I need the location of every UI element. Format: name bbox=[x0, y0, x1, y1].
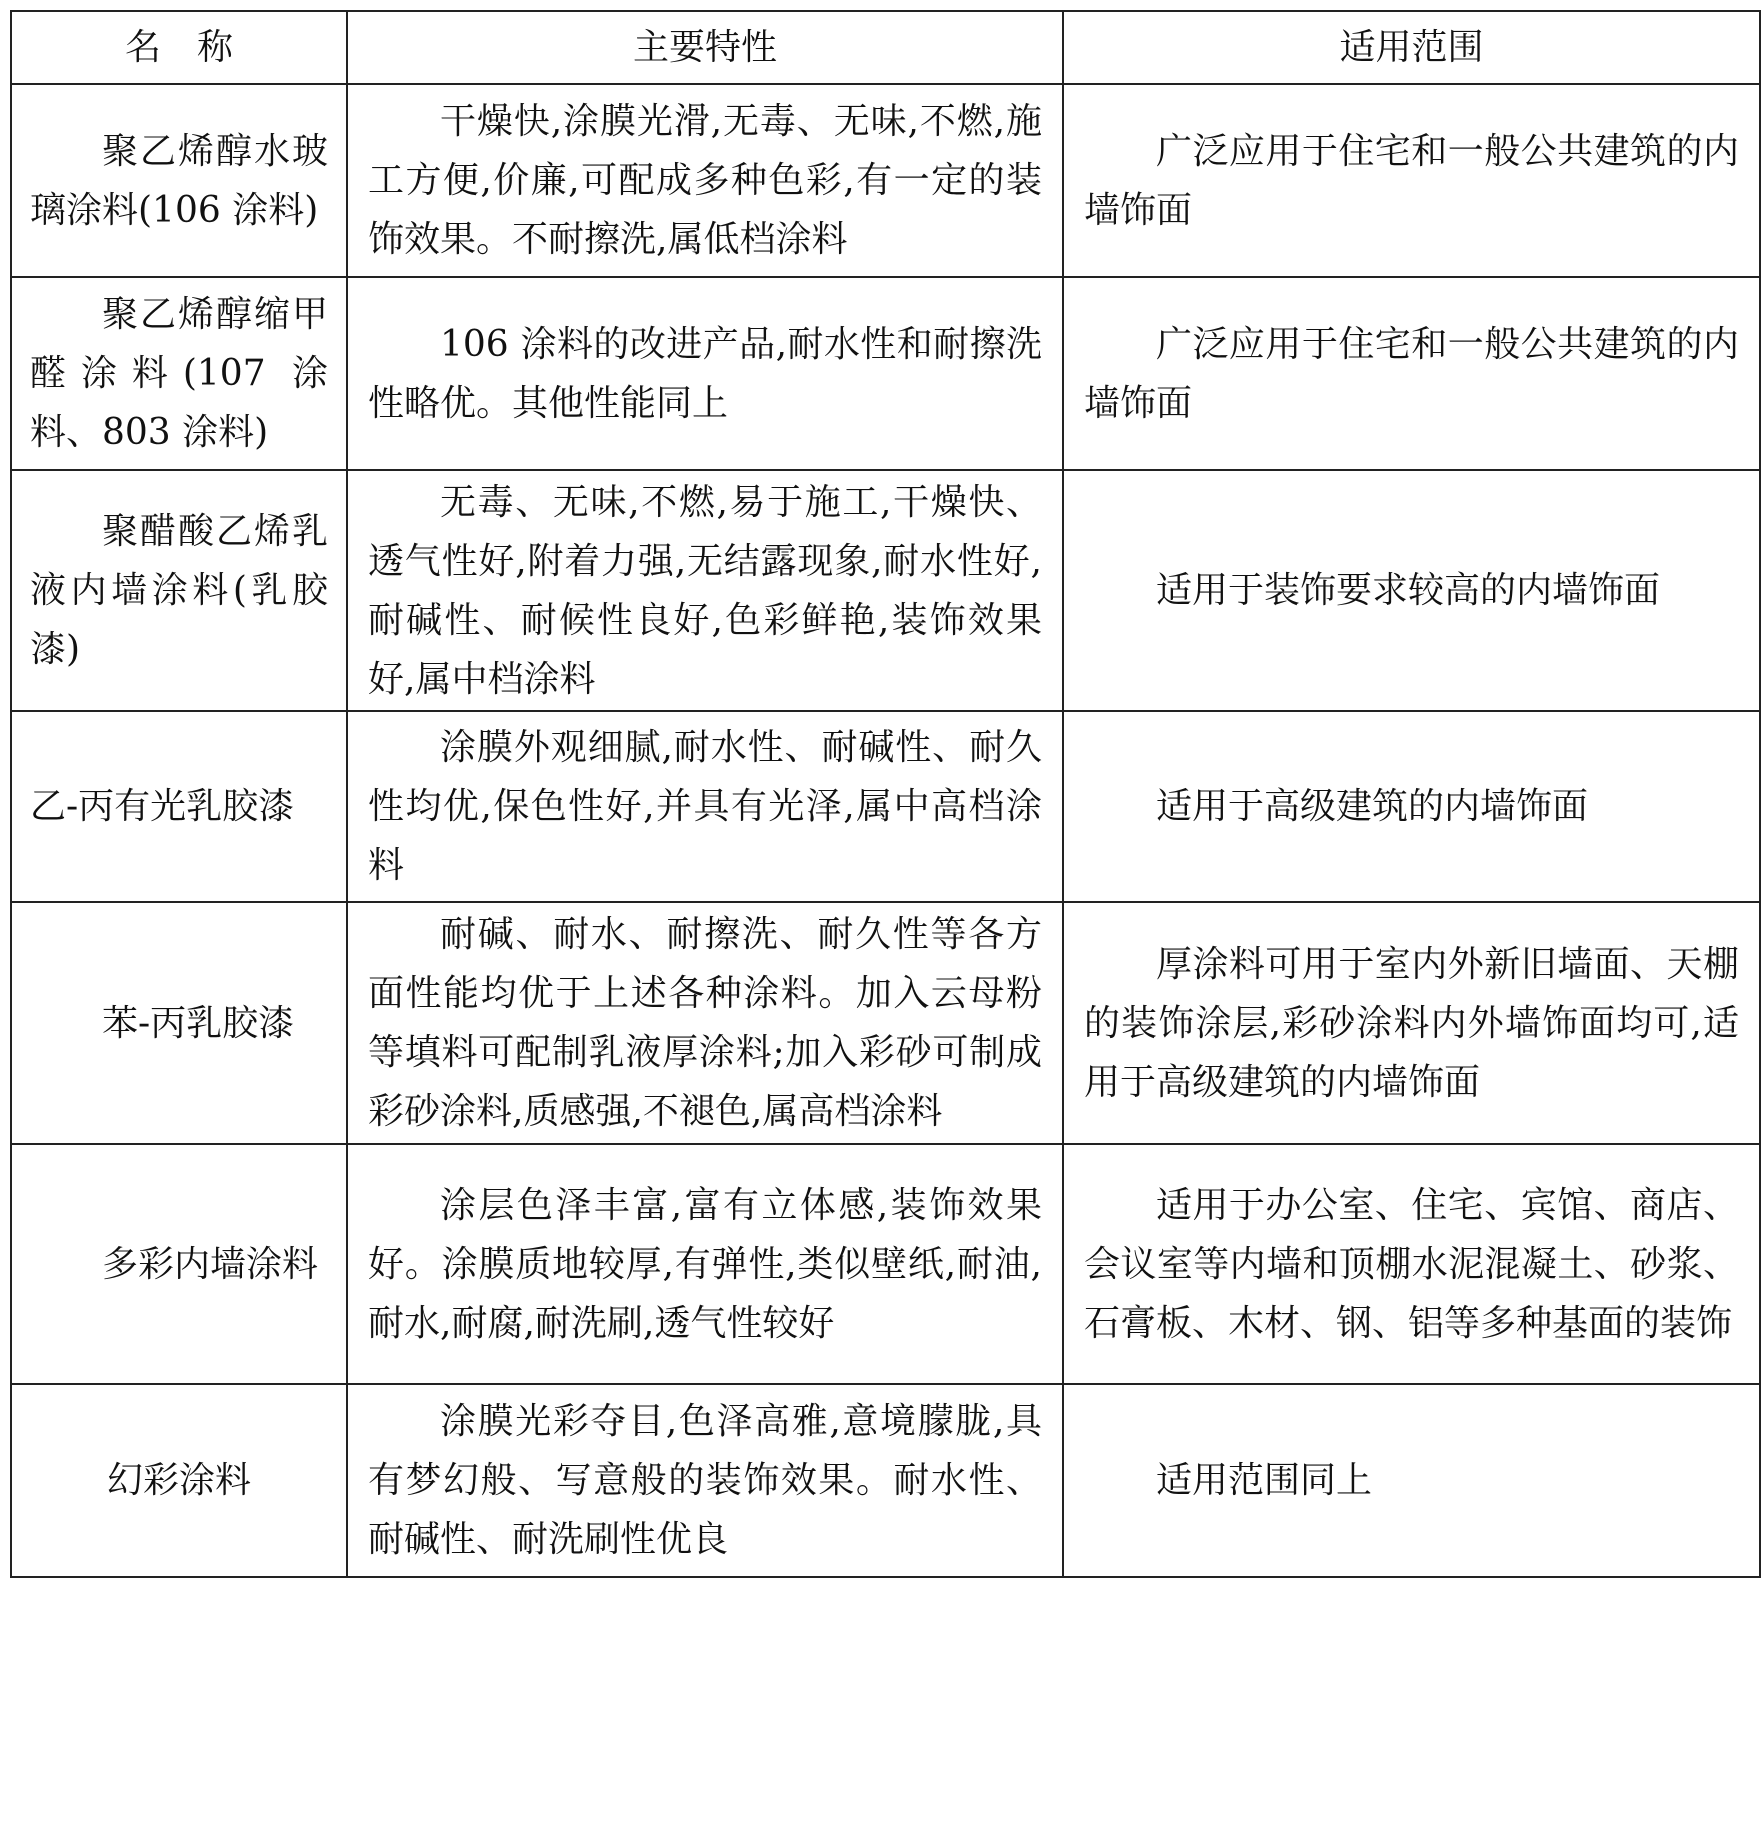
row-scope: 适用于装饰要求较高的内墙饰面 bbox=[1063, 470, 1760, 711]
table-row bbox=[11, 711, 1760, 902]
row-name: 多彩内墙涂料 bbox=[11, 1144, 347, 1384]
table-row bbox=[11, 470, 1760, 711]
row-properties: 涂膜外观细腻,耐水性、耐碱性、耐久性均优,保色性好,并具有光泽,属中高档涂料 bbox=[347, 711, 1063, 902]
row-name: 聚乙烯醇水玻璃涂料(106 涂料) bbox=[11, 84, 347, 277]
row-properties: 涂层色泽丰富,富有立体感,装饰效果好。涂膜质地较厚,有弹性,类似壁纸,耐油,耐水,耐腐,耐洗刷,透气性较好 bbox=[347, 1144, 1063, 1384]
row-name: 聚醋酸乙烯乳液内墙涂料(乳胶漆) bbox=[11, 470, 347, 711]
row-scope: 适用于办公室、住宅、宾馆、商店、会议室等内墙和顶棚水泥混凝土、砂浆、石膏板、木材、钢、铝等多种基面的装饰 bbox=[1063, 1144, 1760, 1384]
row-properties: 无毒、无味,不燃,易于施工,干燥快、透气性好,附着力强,无结露现象,耐水性好,耐碱性、耐候性良好,色彩鲜艳,装饰效果好,属中档涂料 bbox=[347, 470, 1063, 711]
row-scope: 适用范围同上 bbox=[1063, 1384, 1760, 1577]
header-name: 名 称 bbox=[11, 11, 347, 84]
row-scope: 适用于高级建筑的内墙饰面 bbox=[1063, 711, 1760, 902]
row-properties: 涂膜光彩夺目,色泽高雅,意境朦胧,具有梦幻般、写意般的装饰效果。耐水性、耐碱性、耐洗刷性优良 bbox=[347, 1384, 1063, 1577]
table-row bbox=[11, 277, 1760, 470]
row-properties: 干燥快,涂膜光滑,无毒、无味,不燃,施工方便,价廉,可配成多种色彩,有一定的装饰效果。不耐擦洗,属低档涂料 bbox=[347, 84, 1063, 277]
row-scope: 广泛应用于住宅和一般公共建筑的内墙饰面 bbox=[1063, 84, 1760, 277]
row-name: 苯-丙乳胶漆 bbox=[11, 902, 347, 1144]
header-properties: 主要特性 bbox=[347, 11, 1063, 84]
table-row bbox=[11, 84, 1760, 277]
table-row bbox=[11, 902, 1760, 1144]
header-scope: 适用范围 bbox=[1063, 11, 1760, 84]
row-scope: 厚涂料可用于室内外新旧墙面、天棚的装饰涂层,彩砂涂料内外墙饰面均可,适用于高级建筑的内墙饰面 bbox=[1063, 902, 1760, 1144]
coatings-table bbox=[10, 10, 1761, 1578]
table-header-row bbox=[11, 11, 1760, 84]
row-name: 乙-丙有光乳胶漆 bbox=[11, 711, 347, 902]
row-name: 聚乙烯醇缩甲醛涂料(107 涂料、803 涂料) bbox=[11, 277, 347, 470]
row-properties: 耐碱、耐水、耐擦洗、耐久性等各方面性能均优于上述各种涂料。加入云母粉等填料可配制乳液厚涂料;加入彩砂可制成彩砂涂料,质感强,不褪色,属高档涂料 bbox=[347, 902, 1063, 1144]
table-row bbox=[11, 1144, 1760, 1384]
row-properties: 106 涂料的改进产品,耐水性和耐擦洗性略优。其他性能同上 bbox=[347, 277, 1063, 470]
row-scope: 广泛应用于住宅和一般公共建筑的内墙饰面 bbox=[1063, 277, 1760, 470]
row-name: 幻彩涂料 bbox=[11, 1384, 347, 1577]
table-row bbox=[11, 1384, 1760, 1577]
